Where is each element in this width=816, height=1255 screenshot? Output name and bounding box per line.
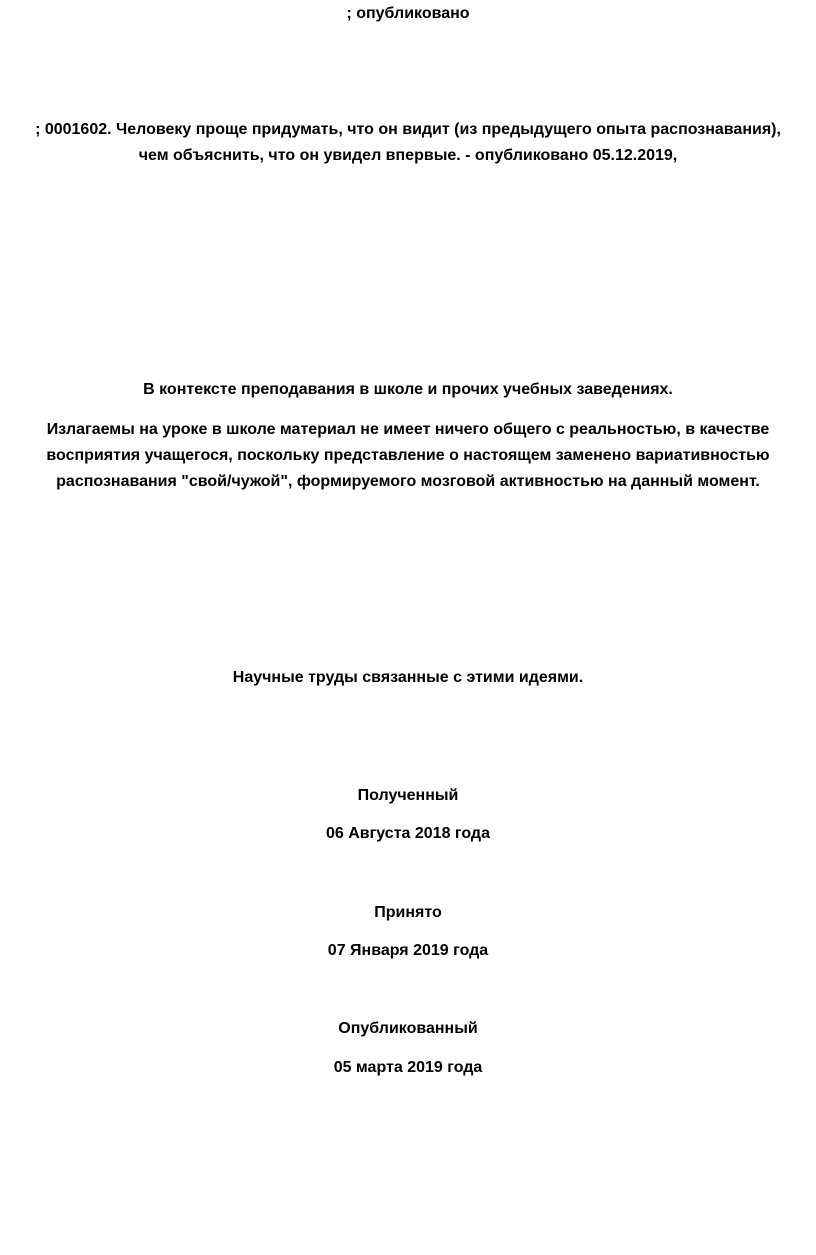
context-paragraph-line-3: распознавания "свой/чужой", формируемого мозговой активностью на данный момент. [56,473,760,490]
received-date: 06 Августа 2018 года [326,825,490,842]
received-label: Полученный [357,787,459,804]
context-paragraph-line-2: восприятия учащегося, поскольку представление о настоящем заменено вариативностью [46,447,770,464]
published-label: Опубликованный [338,1020,478,1037]
published-date: 05 марта 2019 года [333,1059,483,1076]
abstract-line-1: ; 0001602. Человеку проще придумать, что он видит (из предыдущего опыта распознавания), [35,121,781,138]
abstract-line-2: чем объяснить, что он увидел впервые. - опубликовано 05.12.2019, [138,147,678,164]
accepted-date: 07 Января 2019 года [327,942,489,959]
papers-heading: Научные труды связанные с этими идеями. [232,669,584,686]
published-header: ; опубликовано [346,5,470,22]
context-heading: В контексте преподавания в школе и прочих учебных заведениях. [143,381,673,398]
accepted-label: Принято [374,904,442,921]
context-paragraph-line-1: Излагаемы на уроке в школе материал не имеет ничего общего с реальностью, в качестве [46,421,770,438]
